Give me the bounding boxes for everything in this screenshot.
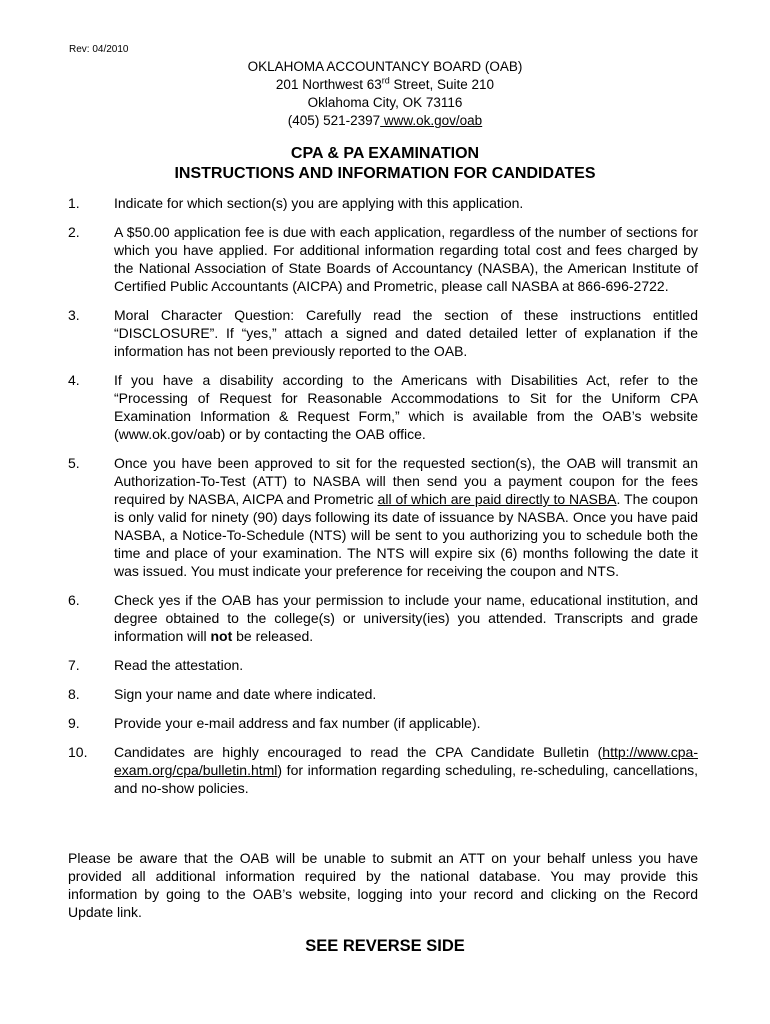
instruction-list bbox=[68, 194, 698, 808]
instruction-item-3 bbox=[68, 306, 698, 360]
item-text: Candidates are highly encouraged to read the CPA Candidate Bulletin (http://www.cpa-exam.org/cpa/bulletin.html) for information regarding scheduling, re-scheduling, cancellations, and no-show policies. bbox=[114, 744, 698, 796]
title-line-1: CPA & PA EXAMINATION bbox=[290, 145, 480, 162]
instruction-item-10 bbox=[68, 743, 698, 797]
board-name: OKLAHOMA ACCOUNTANCY BOARD (OAB) bbox=[247, 59, 523, 74]
instruction-item-4 bbox=[68, 371, 698, 443]
item-text: Moral Character Question: Carefully read the section of these instructions entitled “DISCLOSURE”. If “yes,” attach a signed and dated detailed letter of explanation if the information has not been previously reported to the OAB. bbox=[114, 307, 698, 359]
item-number: 9. bbox=[68, 715, 80, 731]
item-text: If you have a disability according to the Americans with Disabilities Act, refer to the “Processing of Request for Reasonable Accommodations to Sit for the Uniform CPA Examination Information & Request Form,” which is available from the OAB’s website (www.ok.gov/oab) or by contacting the OAB office. bbox=[114, 372, 698, 442]
item-number: 4. bbox=[68, 372, 80, 388]
underlined-note: all of which are paid directly to NASBA bbox=[377, 491, 617, 507]
item-text: Read the attestation. bbox=[114, 657, 244, 673]
candidate-bulletin-link[interactable]: http://www.cpa-exam.org/cpa/bulletin.html bbox=[114, 744, 698, 778]
item-text: Indicate for which section(s) you are applying with this application. bbox=[114, 195, 524, 211]
item-number: 8. bbox=[68, 686, 80, 702]
item-number: 7. bbox=[68, 657, 80, 673]
item-number: 10. bbox=[68, 744, 88, 760]
board-phone: (405) 521-2397 bbox=[287, 113, 381, 128]
instruction-item-8 bbox=[68, 685, 698, 703]
instruction-item-7 bbox=[68, 656, 698, 674]
item-number: 5. bbox=[68, 455, 80, 471]
bold-emphasis: not bbox=[210, 628, 233, 644]
item-number: 6. bbox=[68, 592, 80, 608]
instruction-item-6 bbox=[68, 591, 698, 645]
board-address: 201 Northwest 63rd Street, Suite 210 bbox=[275, 75, 495, 92]
ordinal-suffix: rd bbox=[381, 75, 390, 86]
board-contact bbox=[0, 112, 770, 130]
closing-paragraph: Please be aware that the OAB will be unable to submit an ATT on your behalf unless you have provided all additional information required by the national database. You may provide this information by going to the OAB’s website, logging into your record and clicking on the Record Update link. bbox=[68, 850, 698, 920]
item-text: A $50.00 application fee is due with each application, regardless of the number of sections for which you have applied. For additional information regarding total cost and fees charged by the National Association of State Boards of Accountancy (NASBA), the American Institute of Certified Public Accountants (AICPA) and Prometric, please call NASBA at 866-696-2722. bbox=[114, 224, 698, 294]
board-website-link[interactable]: www.ok.gov/oab bbox=[380, 113, 483, 128]
item-text: Provide your e-mail address and fax number (if applicable). bbox=[114, 715, 481, 731]
item-text: Check yes if the OAB has your permission to include your name, educational institution, and degree obtained to the college(s) or university(ies) you attended. Transcripts and grade information will not be released. bbox=[114, 592, 698, 644]
title-line-2: INSTRUCTIONS AND INFORMATION FOR CANDIDATES bbox=[174, 165, 596, 182]
board-city: Oklahoma City, OK 73116 bbox=[307, 95, 463, 110]
item-text: Once you have been approved to sit for the requested section(s), the OAB will transmit an Authorization-To-Test (ATT) to NASBA will then send you a payment coupon for the fees required by NASBA, AICPA and Prometric all of which are paid directly to NASBA. The coupon is only valid for ninety (90) days following its date of issuance by NASBA. Once you have paid NASBA, a Notice-To-Schedule (NTS) will be sent to you authorizing you to schedule both the time and place of your examination. The NTS will expire six (6) months following the date it was issued. You must indicate your preference for receiving the coupon and NTS. bbox=[114, 455, 698, 579]
revision-date: Rev: 04/2010 bbox=[69, 44, 129, 55]
item-text: Sign your name and date where indicated. bbox=[114, 686, 377, 702]
item-number: 3. bbox=[68, 307, 80, 323]
board-header bbox=[0, 58, 770, 130]
see-reverse-side: SEE REVERSE SIDE bbox=[305, 937, 465, 955]
instruction-item-9 bbox=[68, 714, 698, 732]
item-number: 2. bbox=[68, 224, 80, 240]
instruction-item-1 bbox=[68, 194, 698, 212]
item-number: 1. bbox=[68, 195, 80, 211]
instruction-item-2 bbox=[68, 223, 698, 295]
page-title bbox=[0, 144, 770, 184]
instruction-item-5 bbox=[68, 454, 698, 580]
